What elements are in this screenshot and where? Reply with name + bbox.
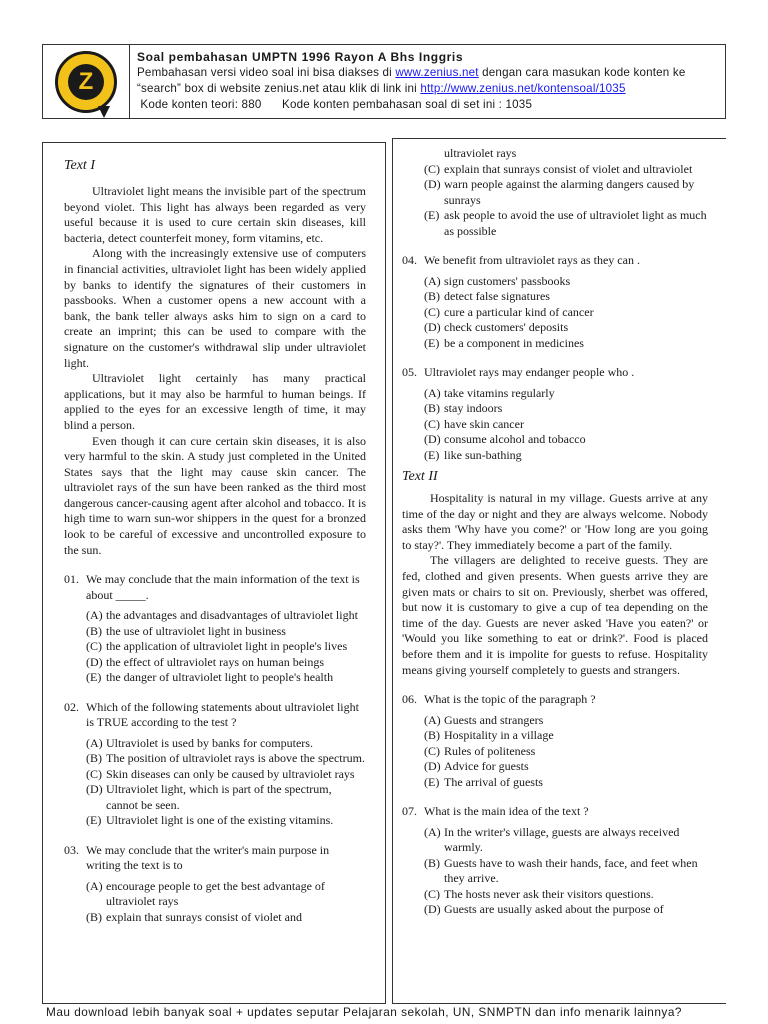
question-text: What is the main idea of the text ?: [424, 804, 589, 819]
option-item: [424, 902, 708, 918]
kode-pembahasan: Kode konten pembahasan soal di set ini : 1035: [282, 98, 533, 111]
option-text: Ultraviolet light, which is part of the spectrum, cannot be seen.: [106, 782, 332, 812]
question-text: Ultraviolet rays may endanger people who .: [424, 365, 635, 379]
question-number: 07.: [402, 804, 417, 819]
option-text: Guests have to wash their hands, face, and feet when they arrive.: [444, 855, 698, 886]
question-text: Which of the following statements about ultraviolet light is TRUE according to the test ?: [86, 699, 359, 730]
option-item: [86, 736, 366, 752]
option-text: take vitamins regularly: [444, 385, 555, 400]
option-text: The position of ultraviolet rays is above the spectrum.: [106, 751, 365, 766]
right-column-content: [402, 146, 708, 918]
header-line-2-pre: Pembahasan versi video soal ini bisa diakses di: [137, 66, 396, 79]
option-item: [86, 751, 366, 767]
question-05: [402, 365, 708, 381]
option-item: [424, 728, 708, 744]
header-line-4: [137, 97, 722, 113]
option-text: check customers' deposits: [444, 320, 569, 334]
option-item: [86, 624, 366, 640]
option-letter: (C): [86, 639, 102, 654]
option-item: [424, 432, 708, 448]
option-letter: (C): [424, 416, 440, 431]
option-letter: (E): [424, 208, 440, 222]
question-06: [402, 692, 708, 708]
question-number: 05.: [402, 365, 417, 379]
question-number: 01.: [64, 572, 79, 587]
option-letter: (D): [424, 759, 441, 774]
option-item: [424, 825, 708, 856]
header-divider: [129, 45, 130, 118]
option-text: encourage people to get the best advantage of ultraviolet rays: [106, 878, 325, 909]
option-text: the effect of ultraviolet rays on human beings: [106, 654, 325, 669]
option-item: [86, 670, 366, 686]
option-text: consume alcohol and tobacco: [444, 432, 586, 446]
zenius-link[interactable]: www.zenius.net: [395, 66, 479, 79]
option-item: [424, 713, 708, 729]
option-text: have skin cancer: [444, 416, 524, 431]
option-text: explain that sunrays consist of violet and ultraviolet: [444, 161, 693, 176]
option-letter: (B): [86, 623, 102, 638]
option-item: [424, 401, 708, 417]
option-item: [424, 744, 708, 760]
logo-pin-tail: [98, 106, 110, 118]
question-03-options: [64, 879, 366, 926]
option-letter: (D): [86, 654, 103, 669]
option-letter: (B): [424, 401, 440, 415]
option-text: Hospitality in a village: [444, 728, 554, 743]
option-item: [424, 320, 708, 336]
option-text: the danger of ultraviolet light to people's health: [106, 670, 334, 685]
header-line-3-pre: “search” box di website zenius.net atau klik di link ini: [137, 82, 421, 95]
text-1-heading: Text I: [64, 158, 95, 173]
option-text: the advantages and disadvantages of ultraviolet light: [106, 608, 358, 623]
option-letter: (A): [86, 735, 103, 750]
option-letter: (B): [424, 855, 440, 870]
left-column-content: [64, 158, 366, 925]
option-item: [86, 910, 366, 926]
option-letter: (B): [86, 909, 102, 924]
option-text: Guests are usually asked about the purpose of: [444, 902, 664, 917]
option-letter: (B): [424, 289, 440, 303]
option-letter: (D): [424, 432, 441, 446]
option-item: [424, 336, 708, 352]
option-letter: (E): [424, 335, 440, 350]
text-1-paragraph-3: Ultraviolet light certainly has many practical applications, but it may also be harmful to human beings. If applied to the eyes for an excessive length of time, it may blind a person.: [64, 371, 366, 432]
option-letter: (D): [424, 320, 441, 334]
option-letter: (C): [424, 161, 440, 176]
option-item: [424, 386, 708, 402]
logo-letter: Z: [68, 64, 104, 100]
option-letter: (A): [86, 878, 103, 893]
option-text: Rules of politeness: [444, 743, 536, 758]
kode-teori: Kode konten teori: 880: [140, 98, 262, 111]
question-05-options: [402, 386, 708, 464]
option-item: [424, 177, 708, 208]
zenius-logo: [55, 51, 117, 113]
question-03-continued: [402, 146, 708, 162]
option-letter: (A): [424, 273, 441, 288]
option-text: sign customers' passbooks: [444, 273, 571, 288]
right-column-left-border: [392, 138, 393, 1004]
question-number: 02.: [64, 699, 79, 714]
option-item: [86, 813, 366, 829]
question-number: 03.: [64, 842, 79, 857]
option-item: [424, 208, 708, 239]
option-item: [424, 305, 708, 321]
option-text: In the writer's village, guests are always received warmly.: [444, 824, 680, 855]
option-text: Guests and strangers: [444, 712, 544, 727]
question-04-options: [402, 274, 708, 352]
text-1-paragraph-2: Along with the increasingly extensive use of computers in financial activities, ultraviolet light has been widely applied by banks to identify the signatures of their customers in passbooks. When a customer opens a new account with a bank, the bank teller always asks him to sign on a card to create an imprint; this can be used to compare with the signature on the customer's withdrawal slip under ultraviolet light.: [64, 246, 366, 370]
option-letter: (C): [424, 304, 440, 319]
header-line-3: [137, 81, 722, 97]
option-text: The arrival of guests: [444, 774, 543, 789]
question-01: [64, 572, 366, 603]
option-item: [424, 856, 708, 887]
text-1-paragraph-1: Ultraviolet light means the invisible part of the spectrum beyond violet. This light has always been regarded as very useful because it is used to cure certain skin diseases, kill bacteria, detect counterfeit money, form vitamins, etc.: [64, 184, 366, 245]
text-2-paragraph-1: Hospitality is natural in my village. Guests arrive at any time of the day or night and they are always welcome. Nobody asks them 'Why have you come?' or 'How long are you going to stay?'. They immediately become a part of the family.: [402, 491, 708, 552]
option-item: [424, 775, 708, 791]
option-text: explain that sunrays consist of violet and: [106, 909, 302, 924]
option-item: [424, 274, 708, 290]
header-line-2: [137, 65, 722, 81]
option-letter: (D): [424, 177, 441, 191]
option-text: like sun-bathing: [444, 447, 522, 462]
option-letter: (D): [424, 902, 441, 917]
right-column-top-border: [392, 138, 726, 139]
option-text: be a component in medicines: [444, 335, 584, 350]
option-letter: (A): [424, 824, 441, 839]
option-letter: (B): [424, 728, 440, 743]
option-text: Advice for guests: [444, 759, 529, 774]
option-letter: (E): [424, 774, 440, 789]
text-2-paragraph-2: The villagers are delighted to receive guests. They are fed, clothed and given presents. When guests arrive they are given mats or chairs to sit on. Previously, sherbet was offered, but now it is customary to give a cup of tea depending on the time of the day. Guests are never asked 'Have you eaten?' or 'Would you like something to eat or drink?'. Food is placed before them and it is impolite for guests to refuse. Hospitality means giving yourself completely to guests and strangers.: [402, 553, 708, 677]
option-item: [424, 448, 708, 464]
question-01-options: [64, 608, 366, 686]
option-letter: (E): [86, 670, 102, 685]
option-item: [424, 162, 708, 178]
question-number: 04.: [402, 253, 417, 267]
option-item: [424, 417, 708, 433]
option-text: cure a particular kind of cancer: [444, 304, 594, 319]
question-02-options: [64, 736, 366, 829]
option-letter: (A): [424, 385, 441, 400]
option-item: [86, 782, 366, 813]
question-text: We may conclude that the writer's main purpose in writing the text is to: [86, 842, 330, 873]
option-letter: (D): [86, 782, 103, 797]
option-item: [424, 759, 708, 775]
option-b-continuation: ultraviolet rays: [444, 146, 517, 160]
option-text: detect false signatures: [444, 289, 550, 303]
question-03: [64, 843, 366, 874]
header-title: Soal pembahasan UMPTN 1996 Rayon A Bhs Inggris: [137, 50, 464, 64]
option-item: [86, 655, 366, 671]
option-item: [424, 289, 708, 305]
text-2-heading: Text II: [402, 469, 438, 484]
option-item: [86, 879, 366, 910]
option-text: stay indoors: [444, 401, 503, 415]
header-box: [42, 44, 726, 119]
option-item: [86, 767, 366, 783]
option-letter: (E): [424, 447, 440, 462]
option-text: The hosts never ask their visitors questions.: [444, 886, 654, 901]
option-item: [424, 887, 708, 903]
option-letter: (A): [424, 712, 441, 727]
question-text: We may conclude that the main information of the text is about _____.: [86, 572, 360, 602]
header-line-2-post: dengan cara masukan kode konten ke: [478, 66, 686, 79]
question-07-options: [402, 825, 708, 918]
question-text: What is the topic of the paragraph ?: [424, 692, 596, 707]
option-item: [86, 639, 366, 655]
question-06-options: [402, 713, 708, 791]
option-text: Ultraviolet light is one of the existing vitamins.: [106, 813, 334, 828]
option-text: Skin diseases can only be caused by ultraviolet rays: [106, 766, 355, 781]
text-1-paragraph-4: Even though it can cure certain skin diseases, it is also very harmful to the skin. A study just completed in the United States says that the light may cause skin cancer. The ultraviolet rays of the sun have been ranked as the third most dangerous cancer-causing agent after alcohol and tobacco. It is high time to warn sun-wor shippers in the quest for a bronzed look to be careful of excessive and uncontrolled exposure to the sun.: [64, 433, 366, 557]
option-text: Ultraviolet is used by banks for computers.: [106, 735, 313, 750]
header-text: [137, 49, 722, 113]
question-04: [402, 253, 708, 269]
option-item: [86, 608, 366, 624]
option-text: ask people to avoid the use of ultraviolet light as much as possible: [444, 208, 707, 238]
question-02: [64, 700, 366, 731]
option-letter: (E): [86, 813, 102, 828]
kontensoal-link[interactable]: http://www.zenius.net/kontensoal/1035: [420, 82, 626, 95]
option-letter: (C): [86, 766, 102, 781]
option-letter: (C): [424, 743, 440, 758]
question-text: We benefit from ultraviolet rays as they can .: [424, 253, 640, 267]
question-03-options-continued: [402, 162, 708, 240]
question-number: 06.: [402, 692, 417, 707]
question-07: [402, 804, 708, 820]
option-text: warn people against the alarming dangers caused by sunrays: [444, 177, 695, 207]
option-letter: (A): [86, 608, 103, 623]
option-letter: (C): [424, 886, 440, 901]
option-text: the use of ultraviolet light in business: [106, 623, 286, 638]
footer-text: Mau download lebih banyak soal + updates seputar Pelajaran sekolah, UN, SNMPTN dan info menarik lainnya?: [46, 1005, 682, 1019]
option-text: the application of ultraviolet light in people's lives: [106, 639, 348, 654]
right-column-bottom-border: [392, 1003, 726, 1004]
option-letter: (B): [86, 751, 102, 766]
